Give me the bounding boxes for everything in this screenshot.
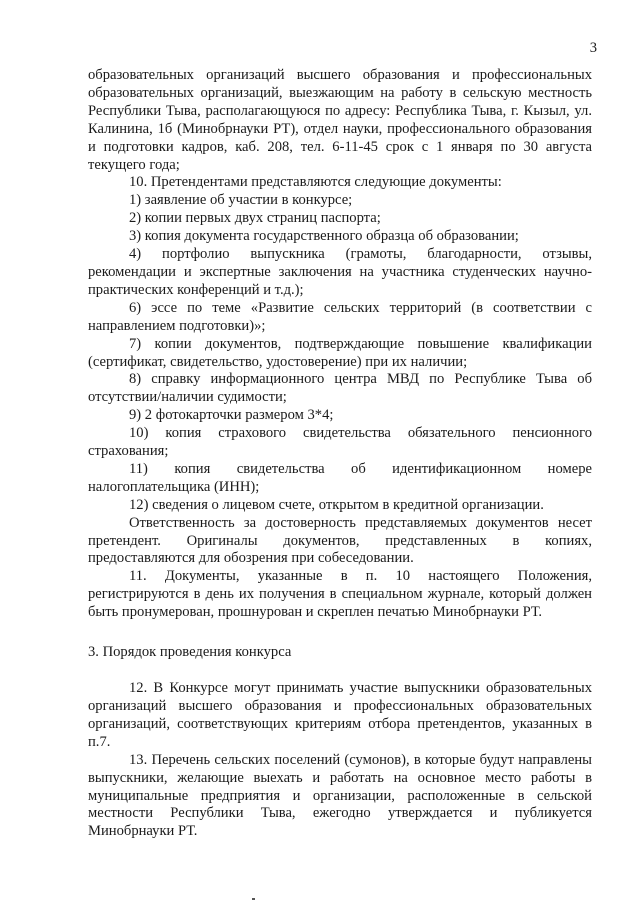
paragraph-item-10: 10. Претендентами представляются следующие документы: bbox=[129, 174, 502, 191]
list-item-7: 7) копии документов, подтверждающие повышение квалификации (сертификат, свидетельство, удостоверение) при их наличии; bbox=[88, 335, 592, 370]
paragraph-responsibility: Ответственность за достоверность представляемых документов несет претендент. Оригиналы документов, представленных в копиях, предоставляются для обозрения при собеседовании. bbox=[88, 514, 592, 567]
list-item-11: 11) копия свидетельства об идентификационном номере налогоплательщика (ИНН); bbox=[88, 460, 592, 495]
paragraph-item-12: 12. В Конкурсе могут принимать участие выпускники образовательных организаций высшего образования и профессиональных образовательных организаций, соответствующих критериям отбора претендентов, указанных в п.7. bbox=[88, 680, 592, 750]
section-heading: 3. Порядок проведения конкурса bbox=[88, 644, 292, 661]
scan-mark bbox=[252, 898, 255, 900]
page-number: 3 bbox=[589, 40, 597, 56]
list-item-1: 1) заявление об участии в конкурсе; bbox=[129, 192, 353, 209]
list-item-12: 12) сведения о лицевом счете, открытом в кредитной организации. bbox=[129, 496, 544, 513]
list-item-9: 9) 2 фотокарточки размером 3*4; bbox=[129, 407, 334, 424]
paragraph-item-11: 11. Документы, указанные в п. 10 настоящего Положения, регистрируются в день их получения в специальном журнале, который должен быть пронумерован, прошнурован и скреплен печатью Минобрнауки РТ. bbox=[88, 568, 592, 621]
list-item-3: 3) копия документа государственного образца об образовании; bbox=[129, 228, 519, 245]
list-item-6: 6) эссе по теме «Развитие сельских территорий (в соответствии с направлением подготовки)»; bbox=[88, 299, 592, 334]
list-item-2: 2) копии первых двух страниц паспорта; bbox=[129, 210, 381, 227]
paragraph-item-13: 13. Перечень сельских поселений (сумонов), в которые будут направлены выпускники, желающие выехать и работать на основное место работы в муниципальные предприятия и организации, расположенные в сельской местности Республики Тыва, ежегодно утверждается и публикуется Минобрнауки РТ. bbox=[88, 751, 592, 840]
list-item-10: 10) копия страхового свидетельства обязательного пенсионного страхования; bbox=[88, 425, 592, 460]
list-item-4: 4) портфолио выпускника (грамоты, благодарности, отзывы, рекомендации и экспертные заключения на участника студенческих научно-практических конференций и т.д.); bbox=[88, 246, 592, 298]
paragraph-continuation: образовательных организаций высшего образования и профессиональных образовательных организаций, выезжающим на работу в сельскую местность Республики Тыва, располагающуюся по адресу: Республика Тыва, г. Кызыл, ул. Калинина, 1б (Минобрнауки РТ), отдел науки, профессионального образования и подготовки кадров, каб. 208, тел. 6-11-45 срок с 1 января по 30 августа текущего года; bbox=[88, 67, 592, 173]
page-body bbox=[88, 67, 592, 841]
list-item-8: 8) справку информационного центра МВД по Республике Тыва об отсутствии/наличии судимости; bbox=[88, 371, 592, 406]
